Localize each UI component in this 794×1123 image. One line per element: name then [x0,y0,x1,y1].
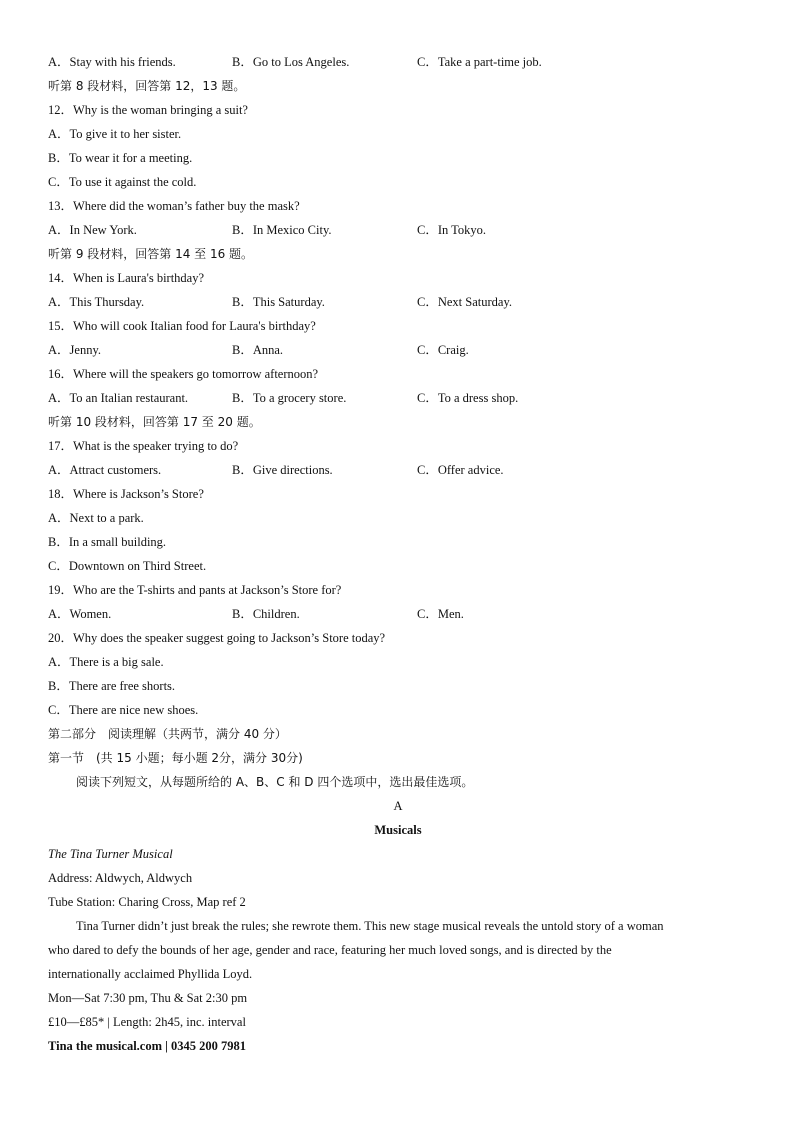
q15-options [48,338,748,362]
section-1-title: 第一节 (共 15 小题；每小题 2分，满分 30分) [48,751,303,765]
reading-instructions: 阅读下列短文，从每题所给的 A、B、C 和 D 四个选项中，选出最佳选项。 [76,775,474,789]
question-12: 12．Why is the woman bringing a suit? [48,103,248,117]
option-a: A．There is a big sale. [48,655,164,669]
option-b: B．To wear it for a meeting. [48,151,193,165]
description-line: internationally acclaimed Phyllida Loyd. [48,967,253,981]
option-c: C．Offer advice. [417,463,504,477]
option-b: B．In Mexico City. [232,223,332,237]
question-19: 19．Who are the T-shirts and pants at Jackson’s Store for? [48,583,342,597]
option-b: B．Go to Los Angeles. [232,55,350,69]
option-a: A．In New York. [48,223,137,237]
q11-options [48,50,748,74]
question-17: 17．What is the speaker trying to do? [48,439,239,453]
option-b: B．There are free shorts. [48,679,176,693]
exam-page [48,50,748,1058]
show-address: Address: Aldwych, Aldwych [48,871,193,885]
option-c: C．Downtown on Third Street. [48,559,207,573]
show-times: Mon—Sat 7:30 pm, Thu & Sat 2:30 pm [48,991,248,1005]
option-a: A．Attract customers. [48,463,162,477]
tube-station: Tube Station: Charing Cross, Map ref 2 [48,895,246,909]
show-description [48,914,748,986]
description-line: Tina Turner didn’t just break the rules; she rewrote them. This new stage musical reveals the untold story of a woman [76,919,664,933]
option-b: B．Give directions. [232,463,333,477]
description-line: who dared to defy the bounds of her age, gender and race, featuring her much loved songs, and is directed by the [48,943,612,957]
option-a: A．To give it to her sister. [48,127,182,141]
option-c: C．Men. [417,607,464,621]
question-20: 20．Why does the speaker suggest going to Jackson’s Store today? [48,631,386,645]
option-a: A．Jenny. [48,343,102,357]
q14-options [48,290,748,314]
option-c: C．There are nice new shoes. [48,703,199,717]
q17-options [48,458,748,482]
question-13: 13．Where did the woman’s father buy the mask? [48,199,300,213]
option-b: B．To a grocery store. [232,391,347,405]
option-c: C．Next Saturday. [417,295,513,309]
q16-options [48,386,748,410]
option-b: B．Children. [232,607,300,621]
show-price: £10—£85* | Length: 2h45, inc. interval [48,1015,246,1029]
question-14: 14．When is Laura's birthday? [48,271,205,285]
section-10-instruction: 听第 10 段材料，回答第 17 至 20 题。 [48,415,261,429]
q13-options [48,218,748,242]
option-c: C．Take a part-time job. [417,55,542,69]
option-b: B．This Saturday. [232,295,325,309]
passage-letter: A [393,799,403,813]
passage-title: Musicals [374,823,422,837]
option-a: A．Next to a park. [48,511,144,525]
section-8-instruction: 听第 8 段材料，回答第 12，13 题。 [48,79,246,93]
option-a: A．Women. [48,607,112,621]
show-contact: Tina the musical.com | 0345 200 7981 [48,1039,247,1053]
question-16: 16．Where will the speakers go tomorrow afternoon? [48,367,319,381]
option-b: B．Anna. [232,343,284,357]
option-c: C．To a dress shop. [417,391,519,405]
question-15: 15．Who will cook Italian food for Laura's birthday? [48,319,316,333]
option-c: C．Craig. [417,343,469,357]
option-c: C．To use it against the cold. [48,175,197,189]
option-a: A．Stay with his friends. [48,55,176,69]
option-a: A．To an Italian restaurant. [48,391,189,405]
option-b: B．In a small building. [48,535,167,549]
section-9-instruction: 听第 9 段材料，回答第 14 至 16 题。 [48,247,254,261]
option-a: A．This Thursday. [48,295,145,309]
show-name: The Tina Turner Musical [48,847,173,861]
option-c: C．In Tokyo. [417,223,487,237]
part-2-title: 第二部分 阅读理解（共两节，满分 40 分） [48,727,287,741]
question-18: 18．Where is Jackson’s Store? [48,487,204,501]
q19-options [48,602,748,626]
